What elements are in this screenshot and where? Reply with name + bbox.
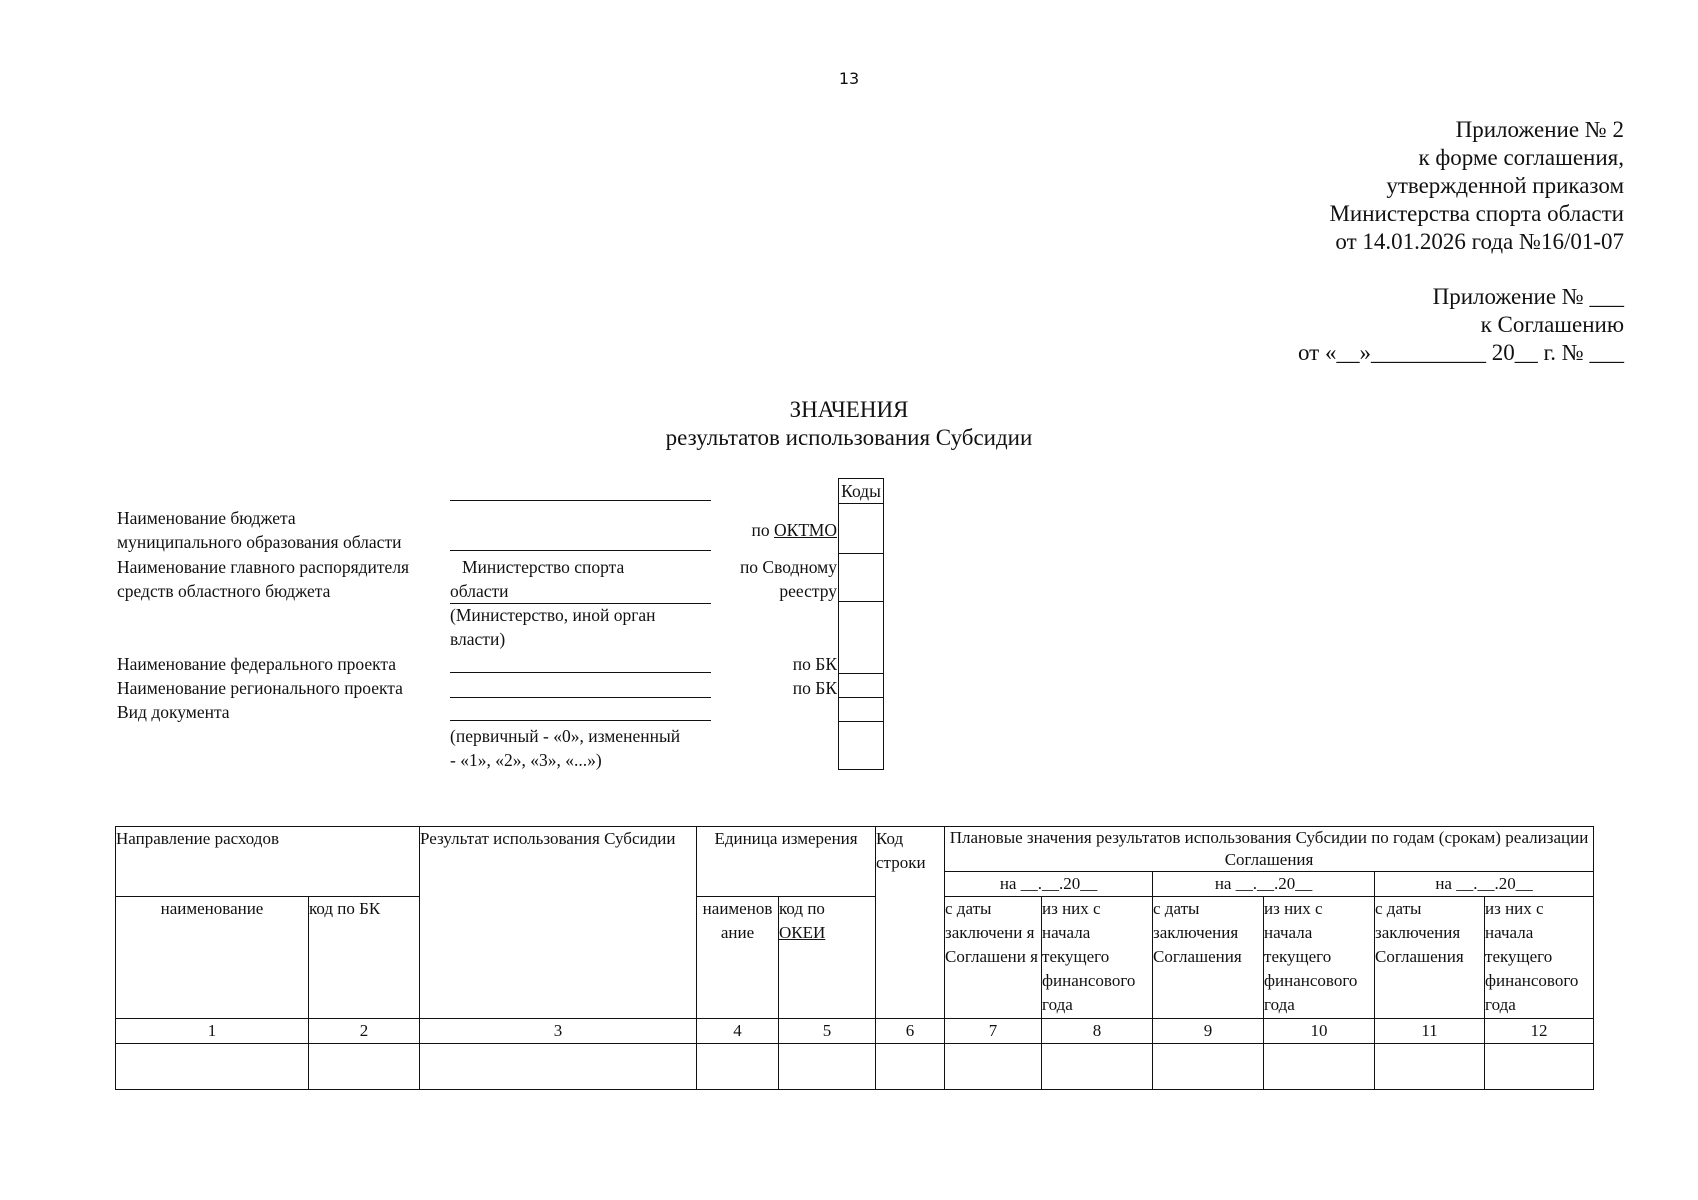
- regional-project-field[interactable]: [450, 697, 711, 698]
- planned-values-header: Плановые значения результатов использования Субсидии по годам (срокам) реализации Соглашения: [945, 827, 1594, 872]
- appendix-line-2: к форме соглашения,: [1418, 145, 1624, 170]
- row-code-header: Код строки: [876, 827, 945, 1019]
- data-cell[interactable]: [779, 1044, 876, 1090]
- title-main: ЗНАЧЕНИЯ: [789, 397, 909, 422]
- data-cell[interactable]: [420, 1044, 697, 1090]
- unit-header: Единица измерения: [697, 827, 876, 897]
- unit-name-header: наименов ание: [697, 897, 779, 1019]
- period-2-header: на __.__.20__: [1153, 872, 1375, 897]
- document-type-hint: (первичный - «0», измененный - «1», «2», «3», «...»): [450, 726, 681, 770]
- document-type-field[interactable]: [450, 720, 711, 721]
- federal-project-field[interactable]: [450, 672, 711, 673]
- okei-link[interactable]: ОКЕИ: [779, 923, 826, 942]
- current-year-2-header: из них с начала текущего финансового года: [1264, 897, 1375, 1019]
- agreement-appendix-line-2: к Соглашению: [1480, 312, 1624, 337]
- agreement-appendix-line-1: Приложение № ___: [1432, 284, 1624, 309]
- summary-register-label: по Сводному реестру: [739, 557, 837, 601]
- since-conclusion-3-header: с даты заключения Соглашения: [1375, 897, 1485, 1019]
- period-1-header: на __.__.20__: [945, 872, 1153, 897]
- budget-name-label: Наименование бюджета муниципального образования области: [117, 508, 402, 552]
- data-cell[interactable]: [309, 1044, 420, 1090]
- col-number: 1: [116, 1019, 309, 1044]
- page-number: 13: [838, 69, 860, 88]
- col-number: 10: [1264, 1019, 1375, 1044]
- current-year-1-header: из них с начала текущего финансового года: [1042, 897, 1153, 1019]
- result-header: Результат использования Субсидии: [420, 827, 697, 1019]
- table-row: [116, 1044, 1594, 1090]
- oktmo-link[interactable]: ОКТМО: [774, 520, 837, 540]
- federal-project-label: Наименование федерального проекта: [117, 654, 397, 674]
- code-cell-oktmo[interactable]: [839, 553, 883, 554]
- column-numbers-row: [116, 1019, 1594, 1044]
- col-number: 11: [1375, 1019, 1485, 1044]
- since-conclusion-2-header: с даты заключения Соглашения: [1153, 897, 1264, 1019]
- current-year-3-header: из них с начала текущего финансового года: [1485, 897, 1594, 1019]
- document-title: [0, 396, 1698, 452]
- chief-manager-value[interactable]: Министерство спорта области: [450, 555, 711, 604]
- chief-manager-hint: (Министерство, иной орган власти): [450, 605, 656, 649]
- period-3-header: на __.__.20__: [1375, 872, 1594, 897]
- bk-code-header: код по БК: [309, 897, 420, 1019]
- title-sub: результатов использования Субсидии: [665, 425, 1033, 450]
- col-number: 3: [420, 1019, 697, 1044]
- name-header: наименование: [116, 897, 309, 1019]
- data-cell[interactable]: [697, 1044, 779, 1090]
- col-number: 6: [876, 1019, 945, 1044]
- appendix-block: [1329, 116, 1624, 256]
- oktmo-label: по ОКТМО: [751, 520, 837, 540]
- data-cell[interactable]: [116, 1044, 309, 1090]
- data-cell[interactable]: [1264, 1044, 1375, 1090]
- col-number: 2: [309, 1019, 420, 1044]
- col-number: 7: [945, 1019, 1042, 1044]
- col-number: 4: [697, 1019, 779, 1044]
- codes-label: Коды: [839, 479, 883, 504]
- data-cell[interactable]: [876, 1044, 945, 1090]
- bk-label-1: по БК: [792, 654, 837, 674]
- agreement-appendix-block: [1298, 283, 1624, 367]
- since-conclusion-1-header: с даты заключени я Соглашени я: [945, 897, 1042, 1019]
- bk-label-2: по БК: [792, 678, 837, 698]
- data-cell[interactable]: [1375, 1044, 1485, 1090]
- data-cell[interactable]: [1485, 1044, 1594, 1090]
- document-type-label: Вид документа: [117, 702, 230, 722]
- col-number: 12: [1485, 1019, 1594, 1044]
- codes-box: [838, 478, 884, 770]
- col-number: 8: [1042, 1019, 1153, 1044]
- col-number: 5: [779, 1019, 876, 1044]
- regional-project-label: Наименование регионального проекта: [117, 678, 403, 698]
- direction-header: Направление расходов: [116, 827, 420, 897]
- code-cell-federal[interactable]: [839, 673, 883, 674]
- chief-manager-label: Наименование главного распорядителя средств областного бюджета: [117, 557, 410, 601]
- appendix-line-4: Министерства спорта области: [1329, 201, 1624, 226]
- appendix-line-5: от 14.01.2026 года №16/01-07: [1335, 229, 1624, 254]
- results-table: [115, 826, 1594, 1090]
- data-cell[interactable]: [945, 1044, 1042, 1090]
- data-cell[interactable]: [1153, 1044, 1264, 1090]
- appendix-line-3: утвержденной приказом: [1386, 173, 1624, 198]
- budget-field-line-2[interactable]: [450, 550, 711, 551]
- code-cell-regional[interactable]: [839, 697, 883, 698]
- col-number: 9: [1153, 1019, 1264, 1044]
- appendix-line-1: Приложение № 2: [1455, 117, 1624, 142]
- okei-code-header: код по ОКЕИ: [779, 897, 876, 1019]
- code-cell-doctype[interactable]: [839, 721, 883, 722]
- code-cell-register[interactable]: [839, 601, 883, 602]
- data-cell[interactable]: [1042, 1044, 1153, 1090]
- budget-field-line-1[interactable]: [450, 500, 711, 501]
- agreement-appendix-line-3: от «__»__________ 20__ г. № ___: [1297, 340, 1624, 365]
